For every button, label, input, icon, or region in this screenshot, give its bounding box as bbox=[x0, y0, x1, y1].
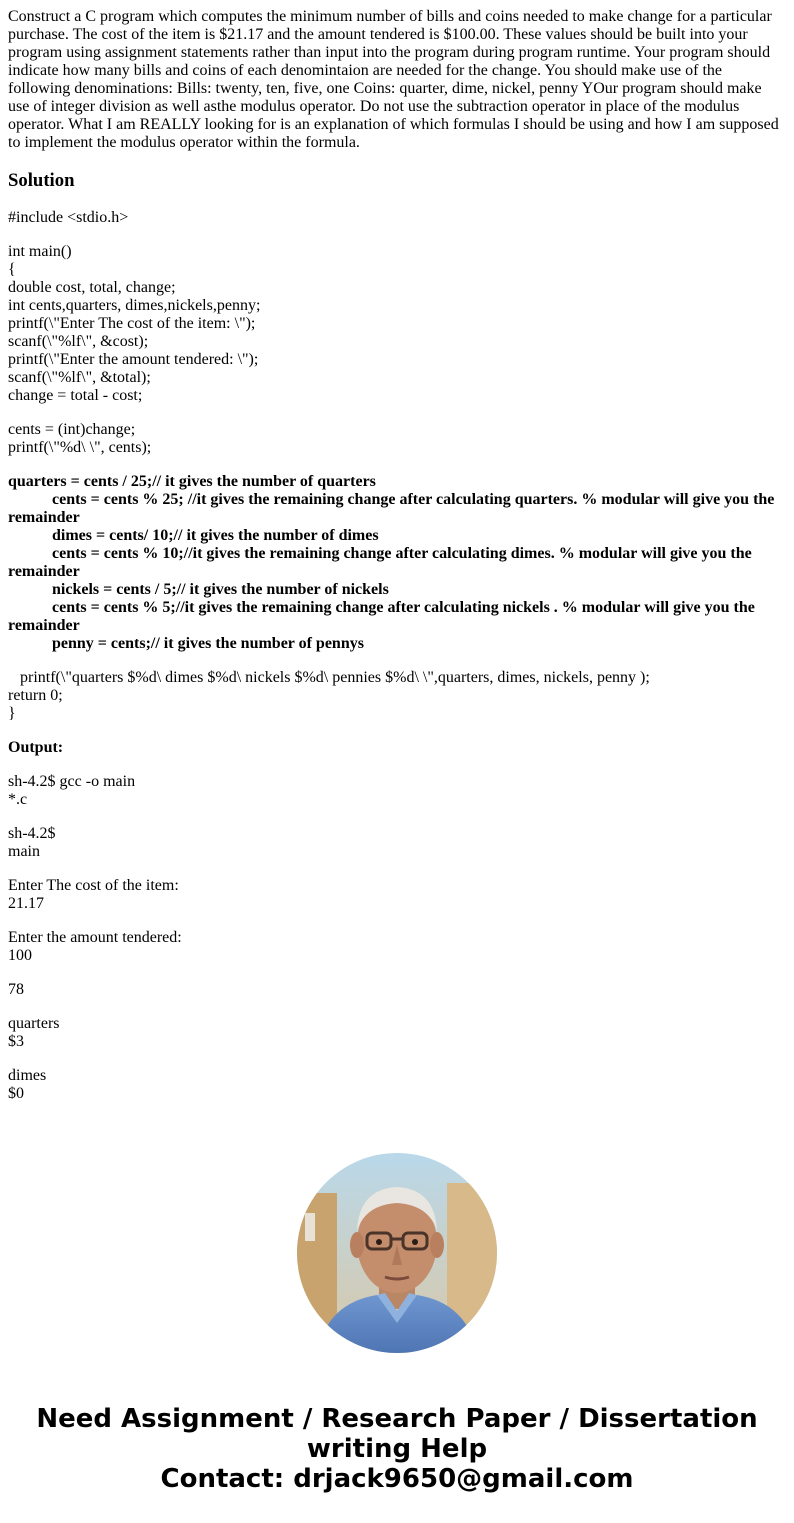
output-line: $3 bbox=[8, 1033, 24, 1050]
output-line: main bbox=[8, 843, 40, 860]
output-line: sh-4.2$ gcc -o main bbox=[8, 773, 136, 790]
code-scanf-cost: scanf(\"%lf\", &cost); bbox=[8, 333, 149, 350]
code-block bbox=[8, 209, 784, 723]
output-line: $0 bbox=[8, 1085, 24, 1102]
footer-contact: Contact: drjack9650@gmail.com bbox=[160, 1464, 634, 1494]
code-main-signature: int main() bbox=[8, 243, 72, 260]
code-cents-mod-25: cents = cents % 25; //it gives the remaining change after calculating quarters. % modular will give you the bbox=[52, 491, 775, 508]
code-open-brace: { bbox=[8, 261, 16, 278]
output-line: *.c bbox=[8, 791, 28, 808]
question-text: Construct a C program which computes the minimum number of bills and coins needed to make change for a particular purchase. The cost of the item is $21.17 and the amount tendered is $100.00. These values should be built into your program using assignment statements rather than input into the program during program runtime. Your program should indicate how many bills and coins of each denomintaion are needed for the change. You should make use of the following denominations: Bills: twenty, ten, five, one Coins: quarter, dime, nickel, penny YOur program should make use of integer division as well asthe modulus operator. Do not use the subtraction operator in place of the modulus operator. What I am REALLY looking for is an explanation of which formulas I should be using and how I am supposed to implement the modulus operator within the formula. bbox=[8, 8, 779, 151]
avatar-photo bbox=[297, 1153, 497, 1353]
code-decl-doubles: double cost, total, change; bbox=[8, 279, 176, 296]
code-cents-mod-5: cents = cents % 5;//it gives the remaining change after calculating nickels . % modular will give you the bbox=[52, 599, 755, 616]
footer-banner bbox=[0, 1404, 794, 1494]
code-nickels: nickels = cents / 5;// it gives the number of nickels bbox=[52, 581, 389, 598]
output-line: Enter The cost of the item: bbox=[8, 877, 179, 894]
output-line: 100 bbox=[8, 947, 32, 964]
avatar bbox=[297, 1153, 497, 1353]
code-printf-result: printf(\"quarters $%d\ dimes $%d\ nickels $%d\ pennies $%d\ \",quarters, dimes, nickels, penny ); bbox=[20, 669, 650, 686]
code-remainder-3: remainder bbox=[8, 617, 80, 634]
footer-line-1: Need Assignment / Research Paper / Dissertation bbox=[36, 1404, 758, 1434]
code-close-brace: } bbox=[8, 705, 16, 722]
output-line: quarters bbox=[8, 1015, 60, 1032]
code-include: #include <stdio.h> bbox=[8, 209, 129, 226]
footer-line-2: writing Help bbox=[306, 1434, 488, 1464]
code-change-calc: change = total - cost; bbox=[8, 387, 143, 404]
code-remainder-1: remainder bbox=[8, 509, 80, 526]
output-line: sh-4.2$ bbox=[8, 825, 56, 842]
code-cents-calc: cents = (int)change; bbox=[8, 421, 136, 438]
output-block bbox=[8, 773, 784, 1103]
code-printf-cents: printf(\"%d\ \", cents); bbox=[8, 439, 152, 456]
output-line: 21.17 bbox=[8, 895, 44, 912]
solution-heading: Solution bbox=[8, 170, 75, 191]
code-cents-mod-10: cents = cents % 10;//it gives the remaining change after calculating dimes. % modular will give you the bbox=[52, 545, 752, 562]
code-decl-ints: int cents,quarters, dimes,nickels,penny; bbox=[8, 297, 261, 314]
output-line: dimes bbox=[8, 1067, 47, 1084]
output-line: 78 bbox=[8, 981, 24, 998]
code-penny: penny = cents;// it gives the number of pennys bbox=[52, 635, 364, 652]
code-remainder-2: remainder bbox=[8, 563, 80, 580]
output-heading: Output: bbox=[8, 739, 64, 756]
code-printf-total: printf(\"Enter the amount tendered: \"); bbox=[8, 351, 259, 368]
code-return: return 0; bbox=[8, 687, 63, 704]
code-dimes: dimes = cents/ 10;// it gives the number of dimes bbox=[52, 527, 379, 544]
code-scanf-total: scanf(\"%lf\", &total); bbox=[8, 369, 151, 386]
document-body bbox=[8, 8, 784, 1103]
code-quarters: quarters = cents / 25;// it gives the number of quarters bbox=[8, 473, 376, 490]
code-printf-cost: printf(\"Enter The cost of the item: \"); bbox=[8, 315, 256, 332]
output-line: Enter the amount tendered: bbox=[8, 929, 182, 946]
